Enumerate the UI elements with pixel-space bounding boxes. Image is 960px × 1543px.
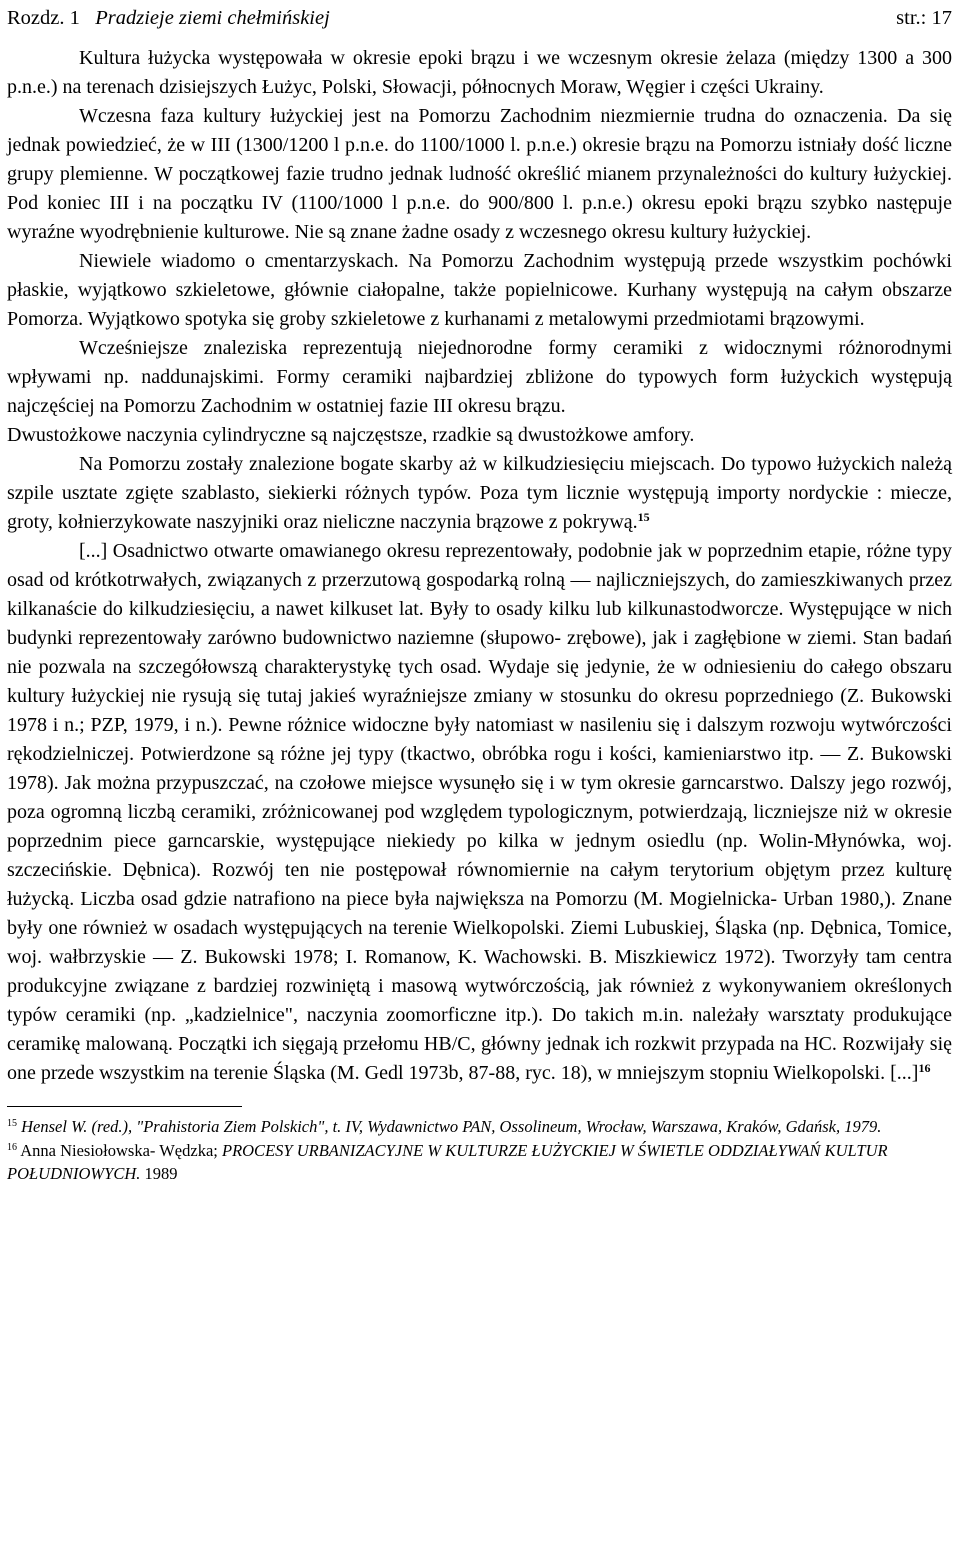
footnote-number: 16	[7, 1142, 17, 1153]
paragraph	[7, 450, 952, 537]
footnote-year: 1989	[140, 1164, 178, 1183]
footnote-15	[7, 1115, 952, 1138]
paragraph-text: Na Pomorzu zostały znalezione bogate skarby aż w kilkudziesięciu miejscach. Do typowo łużyckich należą szpile usztate zgięte szablasto, siekierki różnych typów. Poza tym licznie występują importy nordyckie : miecze, groty, kołnierzykowate naszyjniki oraz nieliczne naczynia brązowe z pokrywą.	[7, 453, 952, 533]
paragraph	[7, 537, 952, 1088]
chapter-title: Pradzieje ziemi chełmińskiej	[95, 7, 330, 29]
paragraph: Kultura łużycka występowała w okresie epoki brązu i we wczesnym okresie żelaza (między 1300 a 300 p.n.e.) na terenach dzisiejszych Łużyc, Polski, Słowacji, północnych Moraw, Węgier i części Ukrainy.	[7, 47, 952, 98]
paragraph: Niewiele wiadomo o cmentarzyskach. Na Pomorzu Zachodnim występują przede wszystkim pochówki płaskie, wyjątkowo szkieletowe, głównie ciałopalne, także popielnicowe. Kurhany występują na całym obszarze Pomorza. Wyjątkowo spotyka się groby szkieletowe z kurhanami z metalowymi przedmiotami brązowymi.	[7, 250, 952, 330]
footnote-author: Anna Niesiołowska- Wędzka;	[20, 1141, 222, 1160]
paragraph: Dwustożkowe naczynia cylindryczne są najczęstsze, rzadkie są dwustożkowe amfory.	[7, 424, 695, 446]
header-left	[7, 2, 330, 34]
footnote-16	[7, 1139, 952, 1185]
chapter-number: Rozdz. 1	[7, 7, 80, 29]
paragraph: Wcześniejsze znaleziska reprezentują niejednorodne formy ceramiki z widocznymi różnorodnymi wpływami np. naddunajskimi. Formy ceramiki najbardziej zbliżone do typowych form łużyckich występują najczęściej na Pomorzu Zachodnim w ostatniej fazie III okresu brązu.	[7, 337, 952, 417]
footnote-title: PROCESY URBANIZACYJNE W KULTURZE ŁUŻYCKIEJ W ŚWIETLE ODDZIAŁYWAŃ KULTUR POŁUDNIOWYCH.	[7, 1141, 888, 1183]
footnote-separator	[7, 1106, 242, 1107]
footnote-ref-16[interactable]: 16	[918, 1061, 931, 1075]
main-text	[7, 44, 952, 1088]
page-header	[7, 2, 952, 34]
footnote-text: Hensel W. (red.), "Prahistoria Ziem Polskich", t. IV, Wydawnictwo PAN, Ossolineum, Wrocław, Warszawa, Kraków, Gdańsk, 1979.	[21, 1117, 882, 1136]
paragraph: Wczesna faza kultury łużyckiej jest na Pomorzu Zachodnim niezmiernie trudna do oznaczenia. Da się jednak powiedzieć, że w III (1300/1200 l p.n.e. do 1100/1000 l. p.n.e.) okresie brązu na Pomorzu istniały dość liczne grupy plemienne. W początkowej fazie trudno jednak ludność określić mianem przynależności do kultury łużyckiej. Pod koniec III i na początku IV (1100/1000 l p.n.e. do 900/800 l. p.n.e.) okresu epoki brązu szybko następuje wyraźne wyodrębnienie kulturowe. Nie są znane żadne osady z wczesnego okresu kultury łużyckiej.	[7, 105, 952, 243]
page-number: str.: 17	[896, 7, 952, 29]
footnote-ref-15[interactable]: 15	[637, 510, 650, 524]
paragraph-text: [...] Osadnictwo otwarte omawianego okresu reprezentowały, podobnie jak w poprzednim etapie, różne typy osad od krótkotrwałych, związanych z przerzutową gospodarką rolną — najliczniejszych, do zamieszkiwanych przez kilkanaście do kilkudziesięciu, a nawet kilkuset lat. Były to osady kilku lub kilkunastodworcze. Występujące w nich budynki reprezentowały zarówno budownictwo naziemne (słupowo- zrębowe), jak i zagłębione w ziemi. Stan badań nie pozwala na szczegółowszą charakterystykę tych osad. Wydaje się jedynie, że w odniesieniu do całego obszaru kultury łużyckiej nie rysują się tutaj jakieś wyraźniejsze zmiany w stosunku do okresu poprzedniego (Z. Bukowski 1978 i n.; PZP, 1979, i n.). Pewne różnice widoczne były natomiast w nasileniu się i dalszym rozwoju wytwórczości rękodzielniczej. Potwierdzone są różne jej typy (tkactwo, obróbka rogu i kości, kamieniarstwo itp. — Z. Bukowski 1978). Jak można przypuszczać, na czołowe miejsce wysunęło się i w tym okresie garncarstwo. Dalszy jego rozwój, poza ogromną liczbą ceramiki, zróżnicowanej pod względem typologicznym, potwierdzają, liczniejsze niż w okresie poprzednim piece garncarskie, występujące niekiedy po kilka w jednym osiedlu (np. Wolin-Młynówka, woj. szczecińskie. Dębnica). Rozwój ten nie postępował równomiernie na całym terytorium objętym przez kulturę łużycką. Liczba osad gdzie natrafiono na piece była największa na Pomorzu (M. Mogielnicka- Urban 1980,). Znane były one również w osadach występujących na terenie Wielkopolski. Ziemi Lubuskiej, Śląska (np. Dębnica, Tomice, woj. wałbrzyskie — Z. Bukowski 1978; I. Romanow, K. Wachowski. B. Miszkiewicz 1972). Tworzyły tam centra produkcyjne związane z bardziej rozwiniętą i masową wytwórczością, jak również z wykonywaniem określonych typów ceramiki (np. „kadzielnice", naczynia zoomorficzne itp.). Do takich m.in. należały warsztaty produkujące ceramikę malowaną. Początki ich sięgają przełomu HB/C, główny jednak ich rozkwit przypada na HC. Rozwijały się one przede wszystkim na terenie Śląska (M. Gedl 1973b, 87-88, ryc. 18), w mniejszym stopniu Wielkopolski. [...]	[7, 540, 952, 1084]
footnotes	[7, 1115, 952, 1185]
footnote-number: 15	[7, 1118, 17, 1129]
